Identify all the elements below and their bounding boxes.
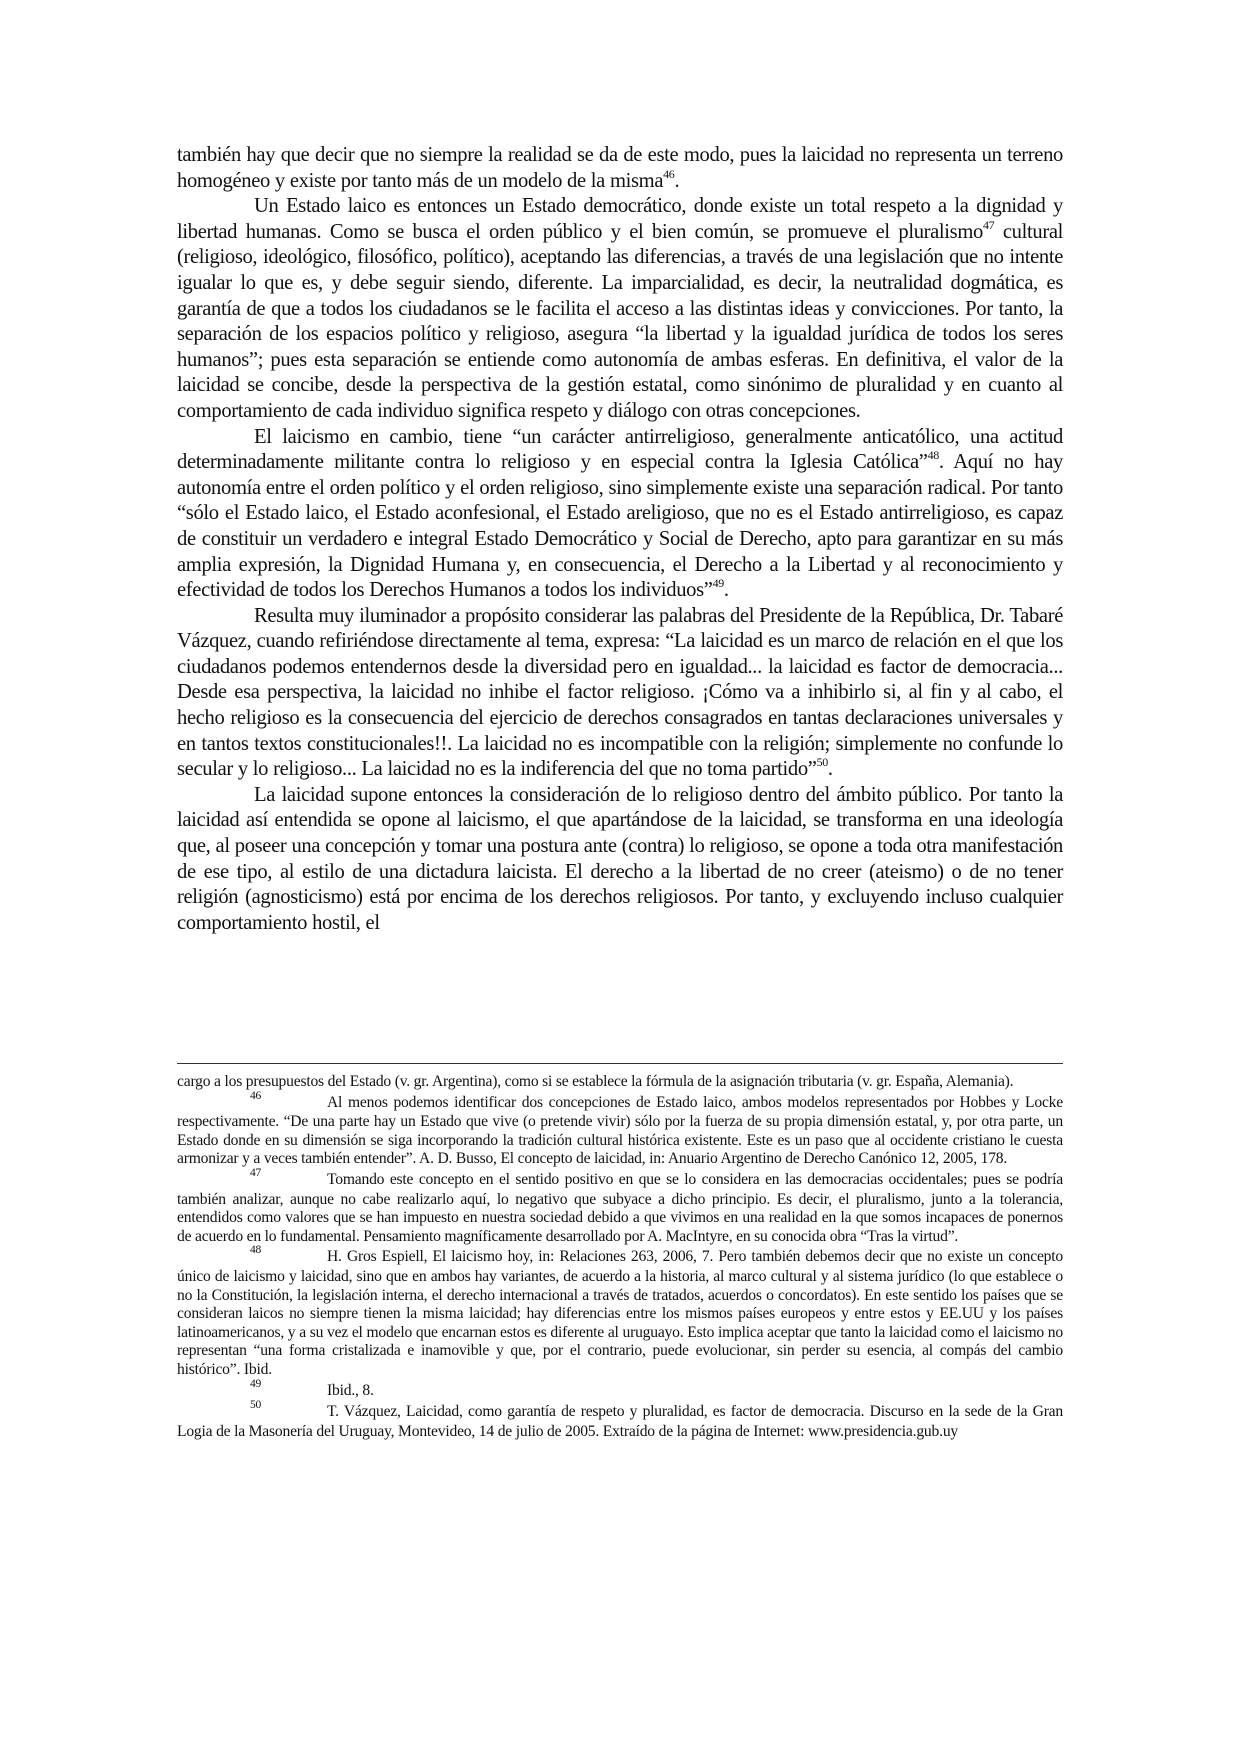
footnote-reference[interactable]: 48	[927, 448, 939, 463]
paragraph-text: .	[827, 758, 833, 781]
footnote-48: 48 H. Gros Espiell, El laicismo hoy, in: Relaciones 263, 2006, 7. Pero también debemos decir que no existe un concepto único de laicismo y laicidad, sino que en ambos hay variantes, de acuerdo a la historia, al marco cultural y al sistema jurídico (lo que establece o no la Constitución, la legislación interna, el derecho internacional a través de tratados, acuerdos o concordatos). En este sentido los países que se consideran laicos no siempre tienen la misma laicidad; hay diferencias entre los mismos países europeos y entre estos y EE.UU y los países latinoamericanos, y a su vez el modelo que encarnan estos es diferente al uruguayo. Esto implica aceptar que tanto la laicidad como el laicismo no representan “una forma cristalizada e inamovible y que, por el contrario, puede evolucionar, sin perder su esencia, al compás del cambio histórico”. Ibid.	[177, 1244, 1063, 1378]
paragraph-text: . Aquí no hay autonomía entre el orden político y el orden religioso, sino simplemente existe una separación radical. Por tanto “sólo el Estado laico, el Estado aconfesional, el Estado areligioso, que no es el Estado antirreligioso, es capaz de constituir un verdadero e integral Estado Democrático y Social de Derecho, apto para garantizar en su más amplia expresión, la Dignidad Humana y, en consecuencia, el Derecho a la Libertad y al reconocimiento y efectividad de todos los Derechos Humanos a todos los individuos”	[177, 451, 1063, 602]
paragraph-text: Resulta muy iluminador a propósito considerar las palabras del Presidente de la República, Dr. Tabaré Vázquez, cuando refiriéndose directamente al tema, expresa: “La laicidad es un marco de relación en el que los ciudadanos podemos entendernos desde la diversidad pero en igualdad... la laicidad es factor de democracia... Desde esa perspectiva, la laicidad no inhibe el factor religioso. ¡Cómo va a inhibirlo si, al fin y al cabo, el hecho religioso es la consecuencia del ejercicio de derechos consagrados en tantas declaraciones universales y en tantos textos constitucionales!!. La laicidad no es incompatible con la religión; simplemente no confunde lo secular y lo religioso... La laicidad no es la indiferencia del que no toma partido”	[177, 604, 1063, 781]
paragraph-text: .	[723, 579, 729, 602]
main-body-text	[177, 143, 1063, 936]
paragraph	[177, 604, 1063, 783]
footnote-text: Ibid., 8.	[327, 1381, 374, 1399]
paragraph	[177, 783, 1063, 937]
paragraph-text: cultural (religioso, ideológico, filosófico, político), aceptando las diferencias, a través de una legislación que no intente igualar lo que es, y debe seguir siendo, diferente. La imparcialidad, es decir, la neutralidad dogmática, es garantía de que a todos los ciudadanos se le facilita el acceso a las distintas ideas y convicciones. Por tanto, la separación de los espacios político y religioso, asegura “la libertad y la igualdad jurídica de todos los seres humanos”; pues esta separación se entiende como autonomía de ambas esferas. En definitiva, el valor de la laicidad se concibe, desde la perspectiva de la gestión estatal, como sinónimo de pluralidad y en cuanto al comportamiento de cada individuo significa respeto y diálogo con otras concepciones.	[177, 220, 1063, 422]
footnotes-section	[177, 1073, 1063, 1441]
footnote-reference[interactable]: 47	[982, 217, 995, 232]
paragraph	[177, 194, 1063, 424]
footnote-text: Tomando este concepto en el sentido positivo en que se lo considera en las democracias occidentales; pues se podría también analizar, aunque no cabe realizarlo aquí, lo negativo que subyace a dicho principio. Es decir, el pluralismo, junto a la tolerancia, entendidos como valores que se han impuesto en nuestra sociedad debido a que vivimos en una realidad en la que somos incapaces de ponernos de acuerdo en lo fundamental. Pensamiento magníficamente desarrollado por A. MacIntyre, en su conocida obra “Tras la virtud”.	[177, 1170, 1063, 1245]
footnote-reference[interactable]: 50	[816, 755, 828, 770]
footnote-separator	[177, 1063, 1063, 1064]
paragraph-text: .	[674, 169, 680, 192]
footnote-text: T. Vázquez, Laicidad, como garantía de respeto y pluralidad, es factor de democracia. Discurso en la sede de la Gran Logia de la Masonería del Uruguay, Montevideo, 14 de julio de 2005. Extraído de la página de Internet: www.presidencia.gub.uy	[177, 1403, 1063, 1440]
paragraph	[177, 425, 1063, 604]
footnote-continuation: cargo a los presupuestos del Estado (v. gr. Argentina), como si se establece la fórmula de la asignación tributaria (v. gr. España, Alemania).	[177, 1073, 1014, 1090]
paragraph-text: El laicismo en cambio, tiene “un carácter antirreligioso, generalmente anticatólico, una actitud determinadamente militante contra lo religioso y en especial contra la Iglesia Católica”	[177, 425, 1063, 474]
footnote-reference[interactable]: 49	[712, 576, 724, 591]
paragraph-text: La laicidad supone entonces la consideración de lo religioso dentro del ámbito público. Por tanto la laicidad así entendida se opone al laicismo, el que apartándose de la laicidad, se transforma en una ideología que, al poseer una concepción y tomar una postura ante (contra) lo religioso, se opone a toda otra manifestación de ese tipo, al estilo de una dictadura laicista. El derecho a la libertad de no creer (ateismo) o de no tener religión (agnosticismo) está por encima de los derechos religiosos. Por tanto, y excluyendo incluso cualquier comportamiento hostil, el	[177, 783, 1063, 934]
footnote-49: 49 Ibid., 8.	[250, 1377, 374, 1399]
paragraph	[177, 143, 1063, 194]
paragraph-text: Un Estado laico es entonces un Estado democrático, donde existe un total respeto a la dignidad y libertad humanas. Como se busca el orden público y el bien común, se promueve el pluralismo	[177, 195, 1063, 243]
footnote-50: 50 T. Vázquez, Laicidad, como garantía de respeto y pluralidad, es factor de democracia. Discurso en la sede de la Gran Logia de la Masonería del Uruguay, Montevideo, 14 de julio de 2005. Extraído de la página de Internet: www.presidencia.gub.uy	[177, 1399, 1063, 1440]
footnote-text: Al menos podemos identificar dos concepciones de Estado laico, ambos modelos representados por Hobbes y Locke respectivamente. “De una parte hay un Estado que vive (o pretende vivir) sólo por la fuerza de su propia dimensión estatal, y, por otra parte, un Estado donde en su dimensión se siga incorporando la tradición cultural histórica existente. Este es un paso que al occidente cristiano le cuesta armonizar y a veces también entender”. A. D. Busso, El concepto de laicidad, in: Anuario Argentino de Derecho Canónico 12, 2005, 178.	[177, 1093, 1063, 1168]
footnote-text: H. Gros Espiell, El laicismo hoy, in: Relaciones 263, 2006, 7. Pero también debemos decir que no existe un concepto único de laicismo y laicidad, sino que en ambos hay variantes, de acuerdo a la historia, al marco cultural y al sistema jurídico (lo que establece o no la Constitución, la legislación interna, el derecho internacional a través de tratados, acuerdos o concordatos). En este sentido los países que se consideran laicos no siempre tienen la misma laicidad; hay diferencias entre los mismos países europeos y entre estos y EE.UU y los países latinoamericanos, y a su vez el modelo que encarnan estos es diferente al uruguayo. Esto implica aceptar que tanto la laicidad como el laicismo no representan “una forma cristalizada e inamovible y que, por el contrario, puede evolucionar, sin perder su esencia, al compás del cambio histórico”. Ibid.	[177, 1248, 1063, 1378]
footnote-47: 47 Tomando este concepto en el sentido positivo en que se lo considera en las democracias occidentales; pues se podría también analizar, aunque no cabe realizarlo aquí, lo negativo que subyace a dicho principio. Es decir, el pluralismo, junto a la tolerancia, entendidos como valores que se han impuesto en nuestra sociedad debido a que vivimos en una realidad en la que somos incapaces de ponernos de acuerdo en lo fundamental. Pensamiento magníficamente desarrollado por A. MacIntyre, en su conocida obra “Tras la virtud”.	[177, 1166, 1063, 1245]
paragraph-text: también hay que decir que no siempre la realidad se da de este modo, pues la laicidad no representa un terreno homogéneo y existe por tanto más de un modelo de la misma	[177, 144, 1063, 192]
footnote-46: 46 Al menos podemos identificar dos concepciones de Estado laico, ambos modelos representados por Hobbes y Locke respectivamente. “De una parte hay un Estado que vive (o pretende vivir) sólo por la fuerza de su propia dimensión estatal, y, por otra parte, un Estado donde en su dimensión se siga incorporando la tradición cultural histórica existente. Este es un paso que al occidente cristiano le cuesta armonizar y a veces también entender”. A. D. Busso, El concepto de laicidad, in: Anuario Argentino de Derecho Canónico 12, 2005, 178.	[177, 1089, 1063, 1168]
footnote-reference[interactable]: 46	[663, 166, 675, 181]
